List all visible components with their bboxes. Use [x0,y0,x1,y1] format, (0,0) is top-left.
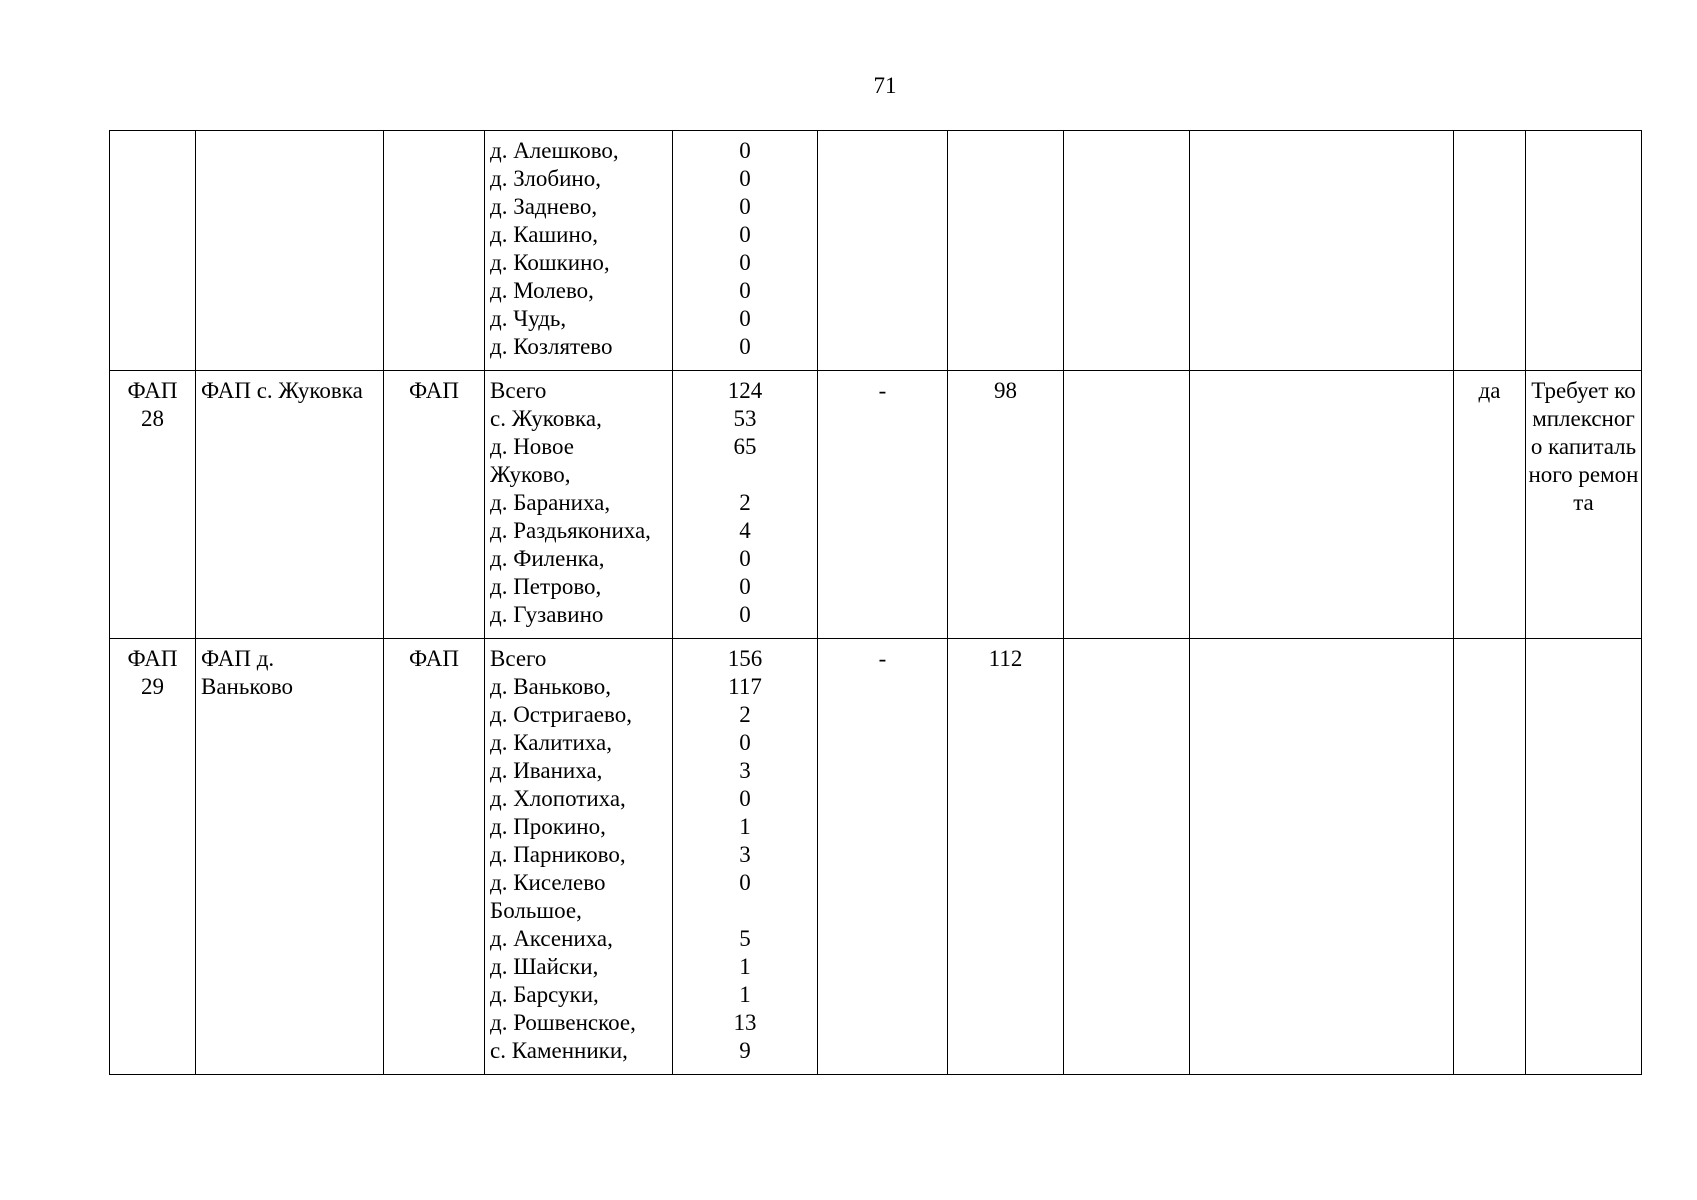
settlement-name: д. Аксениха, [490,926,613,951]
population-cell [673,639,818,1075]
settlement-name: д. Кашино, [490,222,599,247]
column-10-cell: да [1454,371,1526,639]
column-6-cell [818,131,948,371]
settlement-name: Большое, [490,898,582,923]
population-count: 156 [727,646,763,671]
population-cell [673,131,818,371]
population-count: 2 [739,702,751,727]
settlement-name: Всего [490,646,547,671]
remarks-cell [1526,639,1642,1075]
population-count: 0 [739,194,751,219]
column-8-cell [1064,639,1190,1075]
settlement-name: д. Раздьякониха, [490,518,651,543]
population-count: 1 [739,982,751,1007]
facility-type-cell: ФАП [384,639,485,1075]
page-number: 71 [873,73,897,98]
facilities-table [109,130,1642,1075]
settlement-name: д. Кошкино, [490,250,610,275]
population-count: 124 [727,378,763,403]
table-row [110,131,1642,371]
column-6-cell: - [818,371,948,639]
settlement-name: д. Шайски, [490,954,599,979]
population-count: 3 [739,758,751,783]
population-count: 0 [739,166,751,191]
facility-id-cell: ФАП 28 [110,371,196,639]
population-count: 1 [739,954,751,979]
settlement-name: д. Барсуки, [490,982,599,1007]
settlement-name: д. Ваньково, [490,674,612,699]
settlement-name: д. Хлопотиха, [490,786,626,811]
population-count: 0 [739,870,751,895]
settlement-name: д. Бараниха, [490,490,611,515]
settlement-name: д. Парниково, [490,842,626,867]
population-count: 5 [739,926,751,951]
facility-name-cell: ФАП д. Ваньково [196,639,384,1075]
remarks-cell [1526,131,1642,371]
settlement-name: с. Жуковка, [490,406,602,431]
settlement-name: д. Остригаево, [490,702,632,727]
settlement-name: д. Прокино, [490,814,606,839]
settlements-cell [485,131,673,371]
population-count: 0 [739,250,751,275]
population-count: 0 [739,574,751,599]
column-9-cell [1190,371,1454,639]
facility-type-cell [384,131,485,371]
settlement-name: д. Киселево [490,870,606,895]
settlement-name: с. Каменники, [490,1038,628,1063]
population-count: 0 [739,334,751,359]
settlement-name: д. Новое [490,434,575,459]
population-count: 65 [733,434,757,459]
facility-id-cell [110,131,196,371]
settlement-name: д. Алешково, [490,138,619,163]
facility-type-cell: ФАП [384,371,485,639]
population-count: 0 [739,602,751,627]
settlement-name: Всего [490,378,547,403]
population-count: 0 [739,786,751,811]
settlement-name: д. Рошвенское, [490,1010,636,1035]
settlement-name: д. Чудь, [490,306,567,331]
settlements-cell [485,371,673,639]
column-8-cell [1064,371,1190,639]
column-7-cell [948,131,1064,371]
facility-name-cell: ФАП с. Жуковка [196,371,384,639]
population-count: 0 [739,138,751,163]
population-count: 0 [739,222,751,247]
population-count [678,897,812,925]
table-row [110,639,1642,1075]
settlement-name: д. Петрово, [490,574,602,599]
settlement-name: д. Злобино, [490,166,601,191]
population-cell [673,371,818,639]
facility-id-cell: ФАП 29 [110,639,196,1075]
population-count: 3 [739,842,751,867]
column-8-cell [1064,131,1190,371]
settlement-name: д. Филенка, [490,546,605,571]
population-count [678,461,812,489]
settlement-name: д. Гузавино [490,602,604,627]
column-6-cell: - [818,639,948,1075]
population-count: 13 [733,1010,757,1035]
population-count: 53 [733,406,757,431]
facility-name-cell [196,131,384,371]
settlement-name: Жуково, [490,462,571,487]
settlement-name: д. Калитиха, [490,730,612,755]
settlement-name: д. Иваниха, [490,758,603,783]
settlements-cell [485,639,673,1075]
column-9-cell [1190,131,1454,371]
settlement-name: д. Молево, [490,278,594,303]
column-7-cell: 98 [948,371,1064,639]
population-count: 0 [739,730,751,755]
column-9-cell [1190,639,1454,1075]
population-count: 0 [739,278,751,303]
table-row [110,371,1642,639]
column-10-cell [1454,639,1526,1075]
settlement-name: д. Заднево, [490,194,598,219]
population-count: 0 [739,306,751,331]
settlement-name: д. Козлятево [490,334,613,359]
population-count: 9 [739,1038,751,1063]
population-count: 2 [739,490,751,515]
remarks-cell: Требует комплексного капитального ремонта [1526,371,1642,639]
column-10-cell [1454,131,1526,371]
population-count: 4 [739,518,751,543]
column-7-cell: 112 [948,639,1064,1075]
population-count: 1 [739,814,751,839]
population-count: 0 [739,546,751,571]
population-count: 117 [728,674,762,699]
